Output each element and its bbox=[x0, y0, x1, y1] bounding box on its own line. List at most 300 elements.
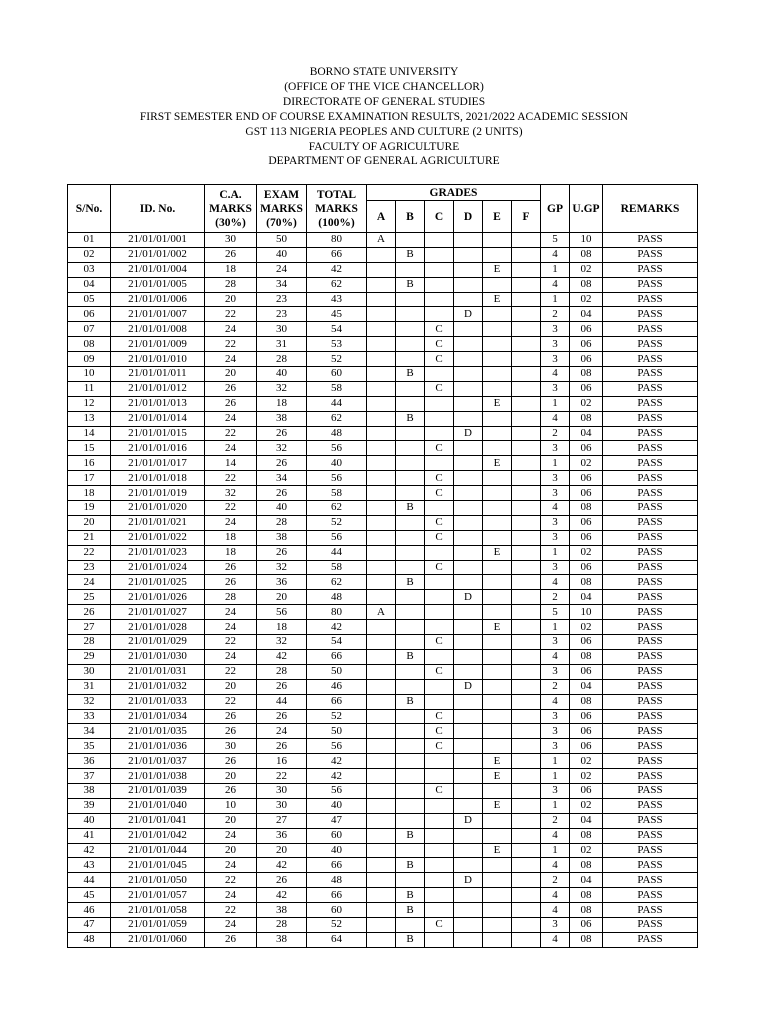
header-exam-line: EXAM bbox=[263, 188, 300, 201]
cell-remarks: PASS bbox=[603, 381, 698, 396]
cell-ca: 32 bbox=[205, 486, 257, 501]
cell-exam: 38 bbox=[257, 932, 307, 947]
cell-remarks: PASS bbox=[603, 247, 698, 262]
table-row bbox=[68, 709, 698, 724]
cell-grade-a: A bbox=[367, 233, 396, 248]
cell-remarks: PASS bbox=[603, 605, 698, 620]
cell-total: 58 bbox=[307, 381, 367, 396]
cell-grade-b: B bbox=[396, 932, 425, 947]
document-header bbox=[0, 65, 768, 169]
table-row bbox=[68, 798, 698, 813]
cell-remarks: PASS bbox=[603, 783, 698, 798]
table-row bbox=[68, 694, 698, 709]
cell-grade-b bbox=[396, 381, 425, 396]
cell-ca: 24 bbox=[205, 441, 257, 456]
cell-grade-e bbox=[483, 635, 512, 650]
cell-grade-d bbox=[454, 486, 483, 501]
cell-exam: 34 bbox=[257, 277, 307, 292]
cell-total: 58 bbox=[307, 560, 367, 575]
cell-grade-a bbox=[367, 709, 396, 724]
cell-grade-a bbox=[367, 471, 396, 486]
cell-grade-e bbox=[483, 858, 512, 873]
cell-ugp: 04 bbox=[570, 307, 603, 322]
cell-grade-b: B bbox=[396, 903, 425, 918]
header-sn: S/No. bbox=[68, 185, 111, 233]
cell-total: 66 bbox=[307, 694, 367, 709]
cell-ugp: 08 bbox=[570, 932, 603, 947]
cell-grade-d bbox=[454, 501, 483, 516]
cell-exam: 40 bbox=[257, 247, 307, 262]
table-row bbox=[68, 367, 698, 382]
table-row bbox=[68, 620, 698, 635]
cell-ugp: 08 bbox=[570, 903, 603, 918]
cell-ugp: 08 bbox=[570, 858, 603, 873]
table-row bbox=[68, 322, 698, 337]
cell-grade-d bbox=[454, 441, 483, 456]
cell-grade-f bbox=[512, 635, 541, 650]
cell-ugp: 08 bbox=[570, 828, 603, 843]
cell-total: 45 bbox=[307, 307, 367, 322]
cell-grade-e bbox=[483, 515, 512, 530]
cell-ca: 24 bbox=[205, 649, 257, 664]
cell-grade-c: C bbox=[425, 530, 454, 545]
cell-exam: 16 bbox=[257, 754, 307, 769]
cell-grade-d bbox=[454, 292, 483, 307]
cell-ugp: 06 bbox=[570, 739, 603, 754]
cell-grade-e: E bbox=[483, 754, 512, 769]
cell-grade-f bbox=[512, 307, 541, 322]
cell-grade-e bbox=[483, 888, 512, 903]
cell-grade-d bbox=[454, 932, 483, 947]
cell-ca: 26 bbox=[205, 709, 257, 724]
cell-ugp: 10 bbox=[570, 233, 603, 248]
university-name: BORNO STATE UNIVERSITY bbox=[309, 66, 459, 78]
cell-grade-a bbox=[367, 456, 396, 471]
cell-grade-c bbox=[425, 649, 454, 664]
cell-ugp: 02 bbox=[570, 843, 603, 858]
cell-gp: 1 bbox=[541, 292, 570, 307]
cell-sn: 30 bbox=[68, 664, 111, 679]
cell-ugp: 02 bbox=[570, 754, 603, 769]
cell-grade-d bbox=[454, 783, 483, 798]
cell-id: 21/01/01/024 bbox=[111, 560, 205, 575]
cell-total: 60 bbox=[307, 828, 367, 843]
cell-sn: 24 bbox=[68, 575, 111, 590]
cell-grade-a bbox=[367, 649, 396, 664]
cell-grade-c: C bbox=[425, 471, 454, 486]
cell-sn: 07 bbox=[68, 322, 111, 337]
cell-total: 48 bbox=[307, 873, 367, 888]
cell-grade-d bbox=[454, 649, 483, 664]
results-table bbox=[67, 184, 698, 948]
cell-id: 21/01/01/058 bbox=[111, 903, 205, 918]
cell-sn: 10 bbox=[68, 367, 111, 382]
cell-id: 21/01/01/035 bbox=[111, 724, 205, 739]
cell-ca: 22 bbox=[205, 635, 257, 650]
cell-grade-d bbox=[454, 247, 483, 262]
cell-grade-e: E bbox=[483, 396, 512, 411]
cell-id: 21/01/01/019 bbox=[111, 486, 205, 501]
cell-gp: 4 bbox=[541, 575, 570, 590]
cell-grade-c bbox=[425, 858, 454, 873]
cell-ca: 26 bbox=[205, 560, 257, 575]
cell-grade-c: C bbox=[425, 783, 454, 798]
cell-grade-b: B bbox=[396, 694, 425, 709]
cell-grade-a bbox=[367, 515, 396, 530]
table-row bbox=[68, 352, 698, 367]
cell-gp: 1 bbox=[541, 545, 570, 560]
cell-grade-f bbox=[512, 783, 541, 798]
cell-id: 21/01/01/009 bbox=[111, 337, 205, 352]
cell-id: 21/01/01/040 bbox=[111, 798, 205, 813]
cell-grade-d bbox=[454, 396, 483, 411]
cell-grade-e bbox=[483, 486, 512, 501]
cell-exam: 44 bbox=[257, 694, 307, 709]
cell-ugp: 06 bbox=[570, 381, 603, 396]
cell-ca: 20 bbox=[205, 679, 257, 694]
cell-exam: 26 bbox=[257, 873, 307, 888]
cell-remarks: PASS bbox=[603, 858, 698, 873]
cell-grade-e bbox=[483, 247, 512, 262]
cell-grade-c bbox=[425, 396, 454, 411]
cell-remarks: PASS bbox=[603, 873, 698, 888]
cell-grade-b bbox=[396, 337, 425, 352]
cell-exam: 36 bbox=[257, 828, 307, 843]
cell-grade-b bbox=[396, 307, 425, 322]
cell-grade-b: B bbox=[396, 501, 425, 516]
cell-total: 54 bbox=[307, 635, 367, 650]
cell-grade-e bbox=[483, 828, 512, 843]
header-ca-line: (30%) bbox=[215, 216, 246, 229]
cell-id: 21/01/01/006 bbox=[111, 292, 205, 307]
cell-exam: 30 bbox=[257, 783, 307, 798]
cell-grade-b bbox=[396, 739, 425, 754]
cell-total: 56 bbox=[307, 783, 367, 798]
cell-exam: 20 bbox=[257, 590, 307, 605]
cell-ugp: 08 bbox=[570, 501, 603, 516]
cell-gp: 1 bbox=[541, 396, 570, 411]
cell-grade-e bbox=[483, 709, 512, 724]
cell-gp: 4 bbox=[541, 501, 570, 516]
cell-grade-b bbox=[396, 545, 425, 560]
cell-gp: 3 bbox=[541, 709, 570, 724]
cell-grade-e bbox=[483, 917, 512, 932]
cell-grade-c: C bbox=[425, 635, 454, 650]
cell-exam: 26 bbox=[257, 426, 307, 441]
table-row bbox=[68, 843, 698, 858]
cell-ca: 24 bbox=[205, 620, 257, 635]
cell-ca: 24 bbox=[205, 605, 257, 620]
cell-grade-b: B bbox=[396, 858, 425, 873]
cell-grade-f bbox=[512, 917, 541, 932]
cell-grade-c bbox=[425, 501, 454, 516]
cell-id: 21/01/01/020 bbox=[111, 501, 205, 516]
cell-grade-e: E bbox=[483, 843, 512, 858]
cell-id: 21/01/01/011 bbox=[111, 367, 205, 382]
cell-grade-e bbox=[483, 277, 512, 292]
cell-grade-c bbox=[425, 292, 454, 307]
cell-sn: 39 bbox=[68, 798, 111, 813]
cell-total: 43 bbox=[307, 292, 367, 307]
cell-grade-b: B bbox=[396, 828, 425, 843]
header-ugp: U.GP bbox=[570, 185, 603, 233]
cell-grade-b bbox=[396, 783, 425, 798]
cell-grade-a bbox=[367, 545, 396, 560]
cell-ugp: 06 bbox=[570, 664, 603, 679]
cell-exam: 30 bbox=[257, 798, 307, 813]
cell-grade-a bbox=[367, 932, 396, 947]
cell-grade-b: B bbox=[396, 888, 425, 903]
cell-gp: 4 bbox=[541, 247, 570, 262]
header-id: ID. No. bbox=[111, 185, 205, 233]
cell-total: 56 bbox=[307, 471, 367, 486]
cell-ugp: 08 bbox=[570, 247, 603, 262]
cell-remarks: PASS bbox=[603, 456, 698, 471]
cell-grade-b: B bbox=[396, 649, 425, 664]
cell-grade-f bbox=[512, 739, 541, 754]
cell-id: 21/01/01/042 bbox=[111, 828, 205, 843]
cell-ca: 20 bbox=[205, 769, 257, 784]
cell-grade-d bbox=[454, 322, 483, 337]
cell-remarks: PASS bbox=[603, 545, 698, 560]
cell-exam: 40 bbox=[257, 501, 307, 516]
cell-grade-b bbox=[396, 590, 425, 605]
cell-grade-a bbox=[367, 337, 396, 352]
cell-grade-a bbox=[367, 277, 396, 292]
cell-exam: 18 bbox=[257, 396, 307, 411]
header-total bbox=[307, 185, 367, 233]
cell-total: 47 bbox=[307, 813, 367, 828]
cell-grade-a bbox=[367, 754, 396, 769]
cell-sn: 03 bbox=[68, 262, 111, 277]
cell-ugp: 04 bbox=[570, 426, 603, 441]
cell-total: 52 bbox=[307, 352, 367, 367]
cell-grade-c bbox=[425, 575, 454, 590]
cell-grade-d bbox=[454, 605, 483, 620]
cell-grade-d bbox=[454, 843, 483, 858]
cell-grade-a bbox=[367, 396, 396, 411]
cell-sn: 27 bbox=[68, 620, 111, 635]
cell-id: 21/01/01/008 bbox=[111, 322, 205, 337]
cell-remarks: PASS bbox=[603, 769, 698, 784]
cell-total: 42 bbox=[307, 620, 367, 635]
cell-grade-d bbox=[454, 381, 483, 396]
cell-grade-e bbox=[483, 724, 512, 739]
cell-grade-c bbox=[425, 605, 454, 620]
cell-grade-c bbox=[425, 754, 454, 769]
cell-grade-d bbox=[454, 337, 483, 352]
cell-grade-d bbox=[454, 739, 483, 754]
cell-grade-a bbox=[367, 501, 396, 516]
cell-exam: 50 bbox=[257, 233, 307, 248]
cell-exam: 42 bbox=[257, 649, 307, 664]
cell-grade-e bbox=[483, 739, 512, 754]
cell-total: 54 bbox=[307, 322, 367, 337]
cell-grade-c: C bbox=[425, 352, 454, 367]
cell-sn: 42 bbox=[68, 843, 111, 858]
cell-ca: 24 bbox=[205, 352, 257, 367]
cell-ca: 28 bbox=[205, 590, 257, 605]
cell-id: 21/01/01/025 bbox=[111, 575, 205, 590]
cell-sn: 23 bbox=[68, 560, 111, 575]
cell-grade-f bbox=[512, 649, 541, 664]
cell-grade-f bbox=[512, 798, 541, 813]
cell-id: 21/01/01/031 bbox=[111, 664, 205, 679]
cell-exam: 26 bbox=[257, 709, 307, 724]
cell-grade-d bbox=[454, 530, 483, 545]
table-row bbox=[68, 501, 698, 516]
cell-grade-f bbox=[512, 396, 541, 411]
cell-sn: 44 bbox=[68, 873, 111, 888]
cell-remarks: PASS bbox=[603, 352, 698, 367]
cell-total: 80 bbox=[307, 605, 367, 620]
cell-remarks: PASS bbox=[603, 828, 698, 843]
cell-grade-b bbox=[396, 754, 425, 769]
cell-grade-f bbox=[512, 247, 541, 262]
cell-grade-f bbox=[512, 888, 541, 903]
cell-exam: 42 bbox=[257, 858, 307, 873]
cell-grade-b: B bbox=[396, 411, 425, 426]
header-remarks: REMARKS bbox=[603, 185, 698, 233]
cell-grade-c bbox=[425, 932, 454, 947]
cell-ca: 26 bbox=[205, 575, 257, 590]
cell-ugp: 06 bbox=[570, 724, 603, 739]
cell-grade-b bbox=[396, 813, 425, 828]
cell-gp: 1 bbox=[541, 754, 570, 769]
cell-grade-f bbox=[512, 843, 541, 858]
cell-grade-c: C bbox=[425, 515, 454, 530]
header-grade-e: E bbox=[483, 201, 512, 233]
cell-remarks: PASS bbox=[603, 277, 698, 292]
cell-remarks: PASS bbox=[603, 590, 698, 605]
cell-ca: 10 bbox=[205, 798, 257, 813]
cell-total: 66 bbox=[307, 858, 367, 873]
cell-grade-e bbox=[483, 560, 512, 575]
cell-exam: 26 bbox=[257, 545, 307, 560]
cell-grade-d: D bbox=[454, 679, 483, 694]
cell-grade-a bbox=[367, 783, 396, 798]
cell-exam: 24 bbox=[257, 724, 307, 739]
cell-grade-f bbox=[512, 679, 541, 694]
cell-sn: 28 bbox=[68, 635, 111, 650]
cell-gp: 3 bbox=[541, 560, 570, 575]
cell-ca: 26 bbox=[205, 932, 257, 947]
cell-sn: 09 bbox=[68, 352, 111, 367]
cell-ca: 22 bbox=[205, 426, 257, 441]
cell-remarks: PASS bbox=[603, 694, 698, 709]
cell-total: 66 bbox=[307, 888, 367, 903]
cell-grade-f bbox=[512, 352, 541, 367]
cell-ugp: 06 bbox=[570, 560, 603, 575]
cell-id: 21/01/01/044 bbox=[111, 843, 205, 858]
cell-remarks: PASS bbox=[603, 233, 698, 248]
cell-sn: 21 bbox=[68, 530, 111, 545]
cell-remarks: PASS bbox=[603, 724, 698, 739]
cell-grade-e: E bbox=[483, 262, 512, 277]
cell-grade-a bbox=[367, 262, 396, 277]
cell-grade-e bbox=[483, 649, 512, 664]
cell-grade-b bbox=[396, 873, 425, 888]
cell-ca: 20 bbox=[205, 367, 257, 382]
cell-grade-f bbox=[512, 381, 541, 396]
cell-grade-e bbox=[483, 813, 512, 828]
table-row bbox=[68, 739, 698, 754]
cell-exam: 30 bbox=[257, 322, 307, 337]
cell-grade-c: C bbox=[425, 441, 454, 456]
cell-ugp: 02 bbox=[570, 262, 603, 277]
cell-ugp: 08 bbox=[570, 277, 603, 292]
cell-grade-d bbox=[454, 471, 483, 486]
table-row bbox=[68, 486, 698, 501]
cell-remarks: PASS bbox=[603, 367, 698, 382]
cell-gp: 3 bbox=[541, 441, 570, 456]
cell-exam: 56 bbox=[257, 605, 307, 620]
cell-ugp: 06 bbox=[570, 337, 603, 352]
cell-grade-f bbox=[512, 322, 541, 337]
cell-total: 66 bbox=[307, 649, 367, 664]
table-row bbox=[68, 635, 698, 650]
cell-grade-d bbox=[454, 828, 483, 843]
table-row bbox=[68, 441, 698, 456]
cell-gp: 4 bbox=[541, 888, 570, 903]
cell-sn: 37 bbox=[68, 769, 111, 784]
cell-ugp: 04 bbox=[570, 679, 603, 694]
cell-total: 44 bbox=[307, 545, 367, 560]
cell-grade-b bbox=[396, 292, 425, 307]
cell-grade-e bbox=[483, 426, 512, 441]
cell-grade-f bbox=[512, 545, 541, 560]
cell-grade-f bbox=[512, 560, 541, 575]
cell-grade-d bbox=[454, 769, 483, 784]
cell-total: 40 bbox=[307, 798, 367, 813]
header-grade-d: D bbox=[454, 201, 483, 233]
cell-ca: 18 bbox=[205, 262, 257, 277]
cell-sn: 20 bbox=[68, 515, 111, 530]
table-row bbox=[68, 396, 698, 411]
cell-gp: 4 bbox=[541, 828, 570, 843]
cell-grade-d: D bbox=[454, 813, 483, 828]
cell-sn: 29 bbox=[68, 649, 111, 664]
cell-gp: 2 bbox=[541, 426, 570, 441]
cell-grade-d bbox=[454, 515, 483, 530]
cell-remarks: PASS bbox=[603, 292, 698, 307]
cell-remarks: PASS bbox=[603, 337, 698, 352]
header-exam-line: (70%) bbox=[266, 216, 297, 229]
cell-remarks: PASS bbox=[603, 530, 698, 545]
department-line: DEPARTMENT OF GENERAL AGRICULTURE bbox=[268, 155, 500, 168]
cell-gp: 3 bbox=[541, 664, 570, 679]
cell-total: 80 bbox=[307, 233, 367, 248]
cell-gp: 2 bbox=[541, 813, 570, 828]
cell-grade-d bbox=[454, 620, 483, 635]
cell-ugp: 06 bbox=[570, 441, 603, 456]
cell-grade-d bbox=[454, 694, 483, 709]
cell-remarks: PASS bbox=[603, 754, 698, 769]
cell-total: 62 bbox=[307, 501, 367, 516]
cell-grade-e bbox=[483, 679, 512, 694]
cell-grade-b bbox=[396, 724, 425, 739]
cell-grade-d bbox=[454, 754, 483, 769]
cell-grade-a bbox=[367, 858, 396, 873]
cell-grade-e bbox=[483, 530, 512, 545]
cell-sn: 22 bbox=[68, 545, 111, 560]
table-row bbox=[68, 381, 698, 396]
cell-grade-a bbox=[367, 888, 396, 903]
cell-sn: 38 bbox=[68, 783, 111, 798]
cell-exam: 34 bbox=[257, 471, 307, 486]
cell-remarks: PASS bbox=[603, 501, 698, 516]
cell-grade-c bbox=[425, 426, 454, 441]
